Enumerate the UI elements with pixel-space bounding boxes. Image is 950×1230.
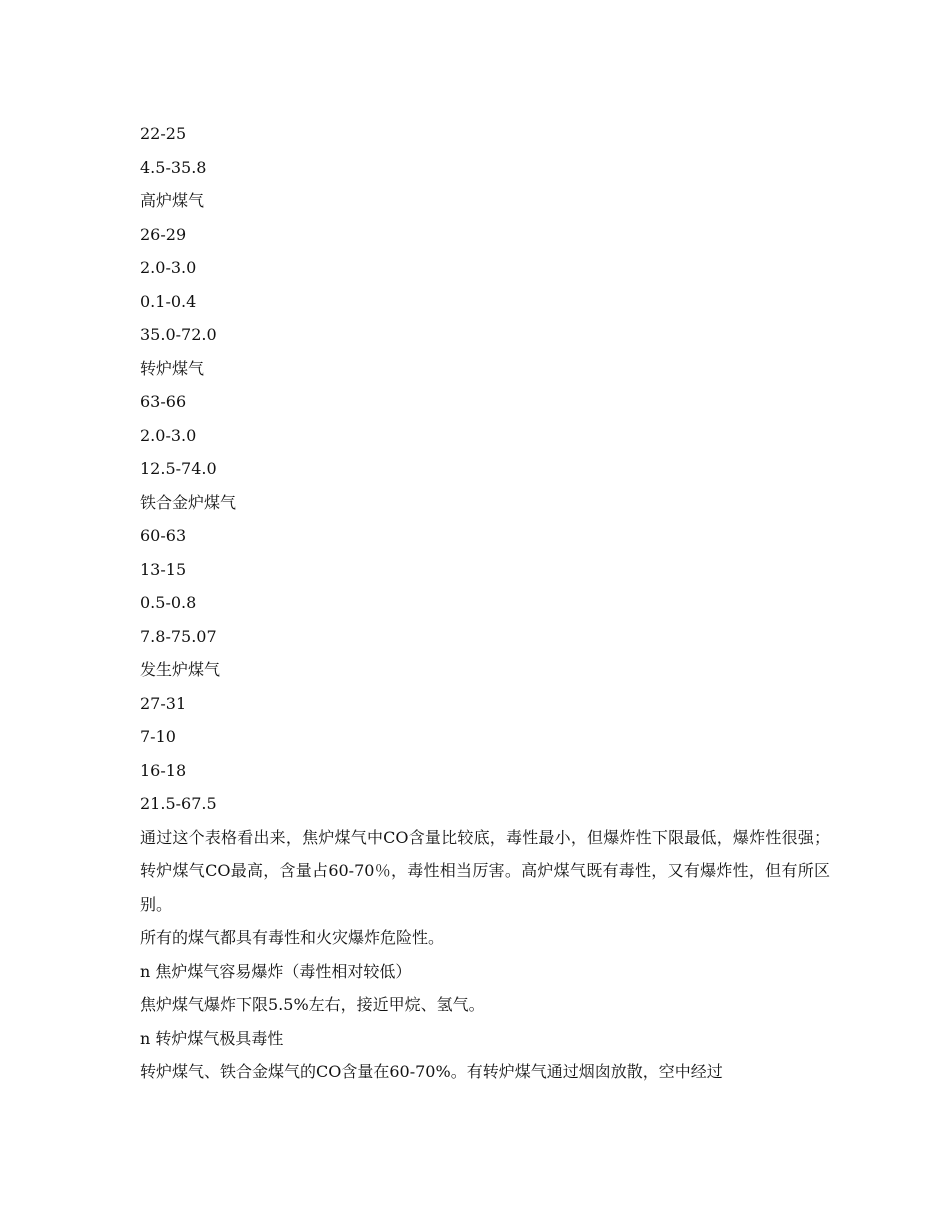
body-paragraph: 所有的煤气都具有毒性和火灾爆炸危险性。 — [140, 928, 445, 947]
bullet-heading: n 焦炉煤气容易爆炸（毒性相对较低） — [140, 961, 412, 981]
gas-name: 高炉煤气 — [140, 191, 205, 210]
table-value: 7-10 — [140, 727, 176, 746]
table-value: 2.0-3.0 — [140, 425, 197, 445]
table-value: 60-63 — [140, 526, 187, 545]
table-value: 21.5-67.5 — [140, 794, 217, 813]
table-value: 12.5-74.0 — [140, 459, 217, 478]
table-value: 0.5-0.8 — [140, 593, 197, 612]
table-value: 13-15 — [140, 559, 187, 579]
body-paragraph: 转炉煤气、铁合金煤气的CO含量在60-70%。有转炉煤气通过烟囱放散，空中经过 — [140, 1062, 723, 1081]
gas-name: 发生炉煤气 — [140, 660, 221, 679]
bullet-heading: n 转炉煤气极具毒性 — [140, 1028, 284, 1048]
table-value: 27-31 — [140, 693, 187, 713]
table-value: 2.0-3.0 — [140, 258, 197, 277]
table-value: 35.0-72.0 — [140, 325, 217, 344]
table-value: 7.8-75.07 — [140, 626, 217, 646]
document-page — [140, 117, 830, 1089]
table-value: 4.5-35.8 — [140, 157, 207, 177]
table-value: 0.1-0.4 — [140, 291, 197, 311]
table-value: 16-18 — [140, 760, 187, 780]
table-value: 63-66 — [140, 392, 187, 411]
body-paragraph: 焦炉煤气爆炸下限5.5%左右，接近甲烷、氢气。 — [140, 995, 485, 1014]
table-value: 26-29 — [140, 224, 187, 244]
summary-paragraph: 通过这个表格看出来，焦炉煤气中CO含量比较底，毒性最小，但爆炸性下限最低，爆炸性很强；转炉煤气CO最高，含量占60-70％，毒性相当厉害。高炉煤气既有毒性，又有爆炸性，但有所区别。 — [140, 827, 830, 914]
gas-name: 铁合金炉煤气 — [140, 492, 237, 512]
table-value: 22-25 — [140, 124, 187, 143]
gas-name: 转炉煤气 — [140, 358, 205, 378]
